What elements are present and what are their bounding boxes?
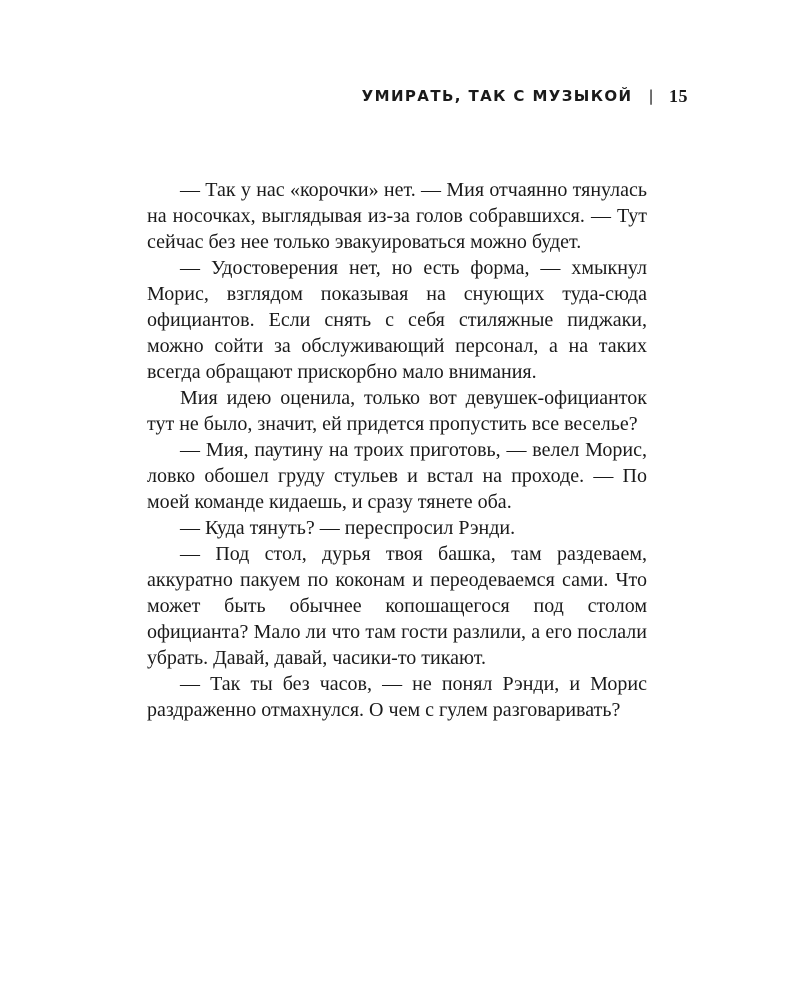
header-separator: | [648,87,655,105]
paragraph: — Удостоверения нет, но есть форма, — хмыкнул Морис, взглядом показывая на снующих туда-сюда официантов. Если снять с себя стиляжные пиджаки, можно сойти за обслуживающий персонал, а на таких всегда обращают прискорбно мало внимания. [147,257,647,383]
paragraph: — Так ты без часов, — не понял Рэнди, и Морис раздраженно отмахнулся. О чем с гулем разговаривать? [147,673,647,721]
page-number: 15 [669,86,688,106]
paragraph: Мия идею оценила, только вот девушек-официанток тут не было, значит, ей придется пропустить все веселье? [147,387,647,435]
running-title: УМИРАТЬ, ТАК С МУЗЫКОЙ [361,87,633,105]
body-text [147,177,647,723]
running-head [362,86,688,106]
paragraph: — Куда тянуть? — переспросил Рэнди. [180,517,516,539]
paragraph: — Под стол, дурья твоя башка, там раздеваем, аккуратно пакуем по коконам и переодеваемся сами. Что может быть обычнее копошащегося под столом официанта? Мало ли что там гости разлили, а его послали убрать. Давай, давай, часики-то тикают. [147,543,647,669]
paragraph: — Мия, паутину на троих приготовь, — велел Морис, ловко обошел груду стульев и встал на проходе. — По моей команде кидаешь, и сразу тянете оба. [147,439,647,513]
paragraph: — Так у нас «корочки» нет. — Мия отчаянно тянулась на носочках, выглядывая из-за голов собравшихся. — Тут сейчас без нее только эвакуироваться можно будет. [147,179,647,253]
